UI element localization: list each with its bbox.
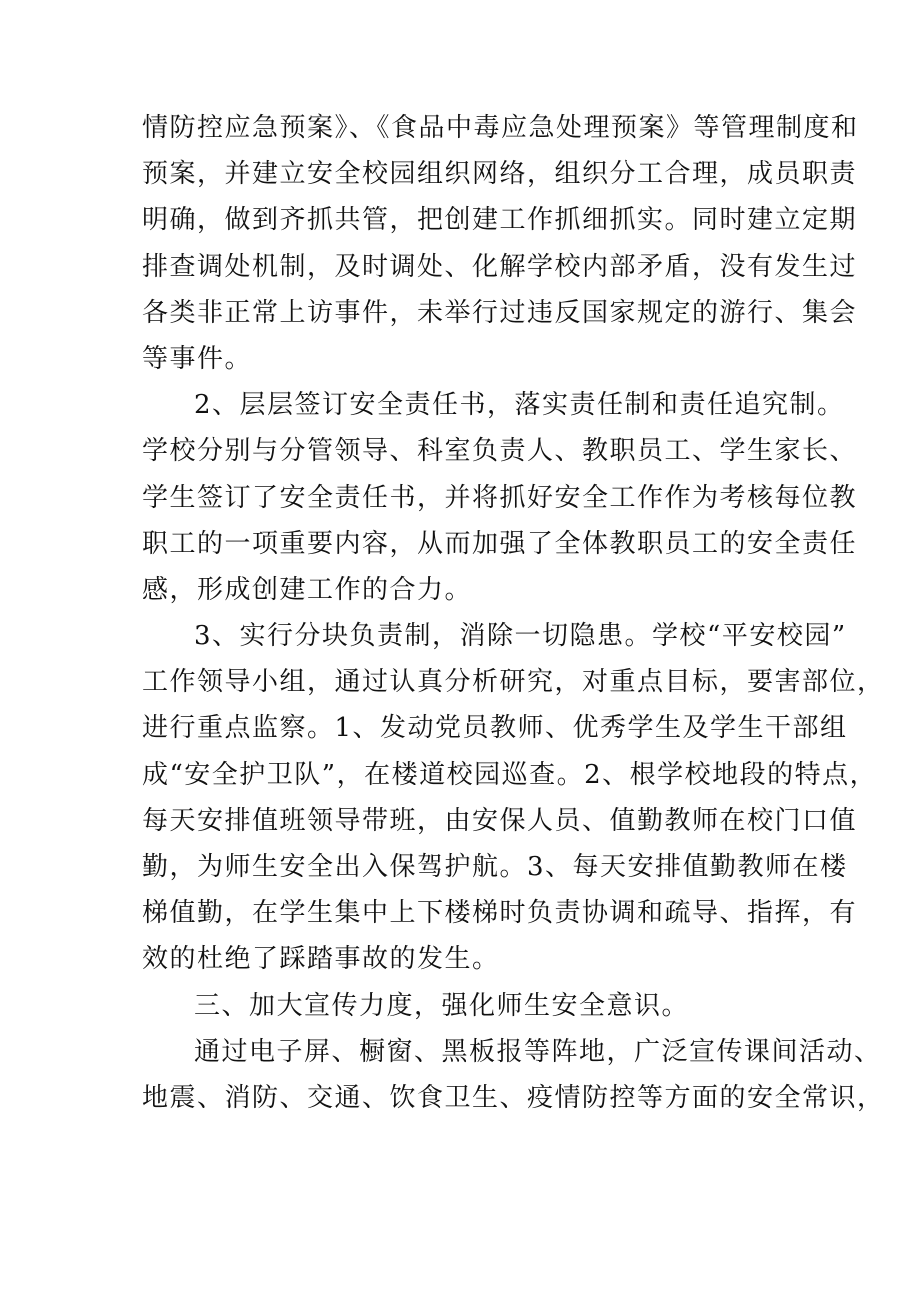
document-body bbox=[142, 105, 885, 1121]
text-line: 职工的一项重要内容，从而加强了全体教职员工的安全责任 bbox=[142, 528, 858, 559]
text-line: 工作领导小组，通过认真分析研究，对重点目标，要害部位， bbox=[142, 667, 885, 698]
text-line: 学校分别与分管领导、科室负责人、教职员工、学生家长、 bbox=[142, 436, 858, 467]
text-line: 学生签订了安全责任书，并将抓好安全工作作为考核每位教 bbox=[142, 482, 858, 513]
text-line: 感，形成创建工作的合力。 bbox=[142, 574, 473, 605]
text-line: 效的杜绝了踩踏事故的发生。 bbox=[142, 944, 500, 975]
text-line: 勤，为师生安全出入保驾护航。3、每天安排值勤教师在楼 bbox=[142, 852, 848, 882]
paragraph-start-line: 通过电子屏、橱窗、黑板报等阵地，广泛宣传课间活动、 bbox=[194, 1036, 882, 1067]
paragraph-start-line: 2、层层签订安全责任书，落实责任制和责任追究制。 bbox=[194, 390, 845, 421]
text-line: 每天安排值班领导带班，由安保人员、值勤教师在校门口值 bbox=[142, 805, 858, 836]
text-line: 预案，并建立安全校园组织网络，组织分工合理，成员职责 bbox=[142, 159, 858, 190]
text-line: 情防控应急预案》、《食品中毒应急处理预案》等管理制度和 bbox=[142, 113, 859, 143]
paragraph-start-line: 3、实行分块负责制，消除一切隐患。学校“平安校园” bbox=[194, 621, 847, 652]
text-line: 各类非正常上访事件，未举行过违反国家规定的游行、集会 bbox=[142, 297, 858, 328]
text-line: 等事件。 bbox=[142, 343, 253, 374]
section-heading: 三、加大宣传力度，强化师生安全意识。 bbox=[194, 990, 690, 1021]
text-line: 成“安全护卫队”，在楼道校园巡查。2、根学校地段的特点， bbox=[142, 759, 878, 790]
text-line: 排查调处机制，及时调处、化解学校内部矛盾，没有发生过 bbox=[142, 251, 858, 282]
text-line: 明确，做到齐抓共管，把创建工作抓细抓实。同时建立定期 bbox=[142, 205, 858, 236]
text-line: 进行重点监察。1、发动党员教师、优秀学生及学生干部组 bbox=[142, 713, 848, 744]
text-line: 梯值勤，在学生集中上下楼梯时负责协调和疏导、指挥，有 bbox=[142, 898, 858, 929]
text-line: 地震、消防、交通、饮食卫生、疫情防控等方面的安全常识， bbox=[142, 1082, 885, 1113]
